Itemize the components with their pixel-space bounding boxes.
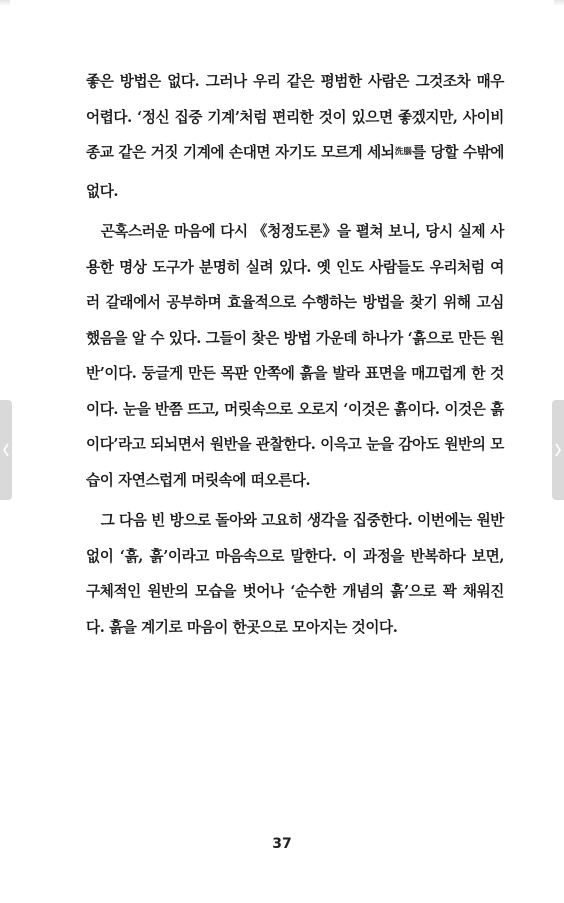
prev-page-button[interactable] bbox=[0, 400, 12, 500]
paragraph-2 bbox=[86, 214, 504, 498]
page-number: 37 bbox=[272, 836, 292, 852]
paragraph-2-text: 곤혹스러운 마음에 다시 《청정도론》을 펼쳐 보니, 당시 실제 사용한 명상 도구가 분명히 실려 있다. 옛 인도 사람들도 우리처럼 여러 갈래에서 공부하며 효율적으로 수행하는 방법을 찾기 위해 고심했음을 알 수 있다. 그들이 찾은 방법 가운데 하나가 ‘흙으로 만든 원반’이다. 둥글게 만든 목판 안쪽에 흙을 발라 표면을 매끄럽게 한 것이다. 눈을 반쯤 뜨고, 머릿속으로 오로지 ‘이것은 흙이다. 이것은 흙이다’라고 되뇌면서 원반을 관찰한다. 이윽고 눈을 감아도 원반의 모습이 자연스럽게 머릿속에 떠오른다. bbox=[86, 223, 504, 489]
chevron-left-icon bbox=[2, 442, 10, 458]
paragraph-1-text-b: 를 당할 수밖에 없다. bbox=[86, 144, 505, 200]
chevron-right-icon bbox=[554, 442, 562, 458]
paragraph-3-text: 그 다음 빈 방으로 돌아와 고요히 생각을 집중한다. 이번에는 원반 없이 ‘흙, 흙’이라고 마음속으로 말한다. 이 과정을 반복하다 보면, 구체적인 원반의 모습을 벗어나 ‘순수한 개념의 흙’으로 꽉 채워진다. 흙을 계기로 마음이 한곳으로 모아지는 것이다. bbox=[86, 512, 504, 636]
page-body bbox=[86, 64, 504, 645]
next-page-button[interactable] bbox=[552, 400, 564, 500]
paragraph-3 bbox=[86, 503, 504, 645]
paragraph-1 bbox=[86, 64, 504, 209]
hanja-annotation: 洗腦 bbox=[394, 147, 412, 157]
paragraph-1-text-a: 좋은 방법은 없다. 그러나 우리 같은 평범한 사람은 그것조차 매우 어렵다. ‘정신 집중 기계’처럼 편리한 것이 있으면 좋겠지만, 사이비 종교 같은 거짓 기계에 손대면 자기도 모르게 세뇌 bbox=[86, 73, 504, 161]
